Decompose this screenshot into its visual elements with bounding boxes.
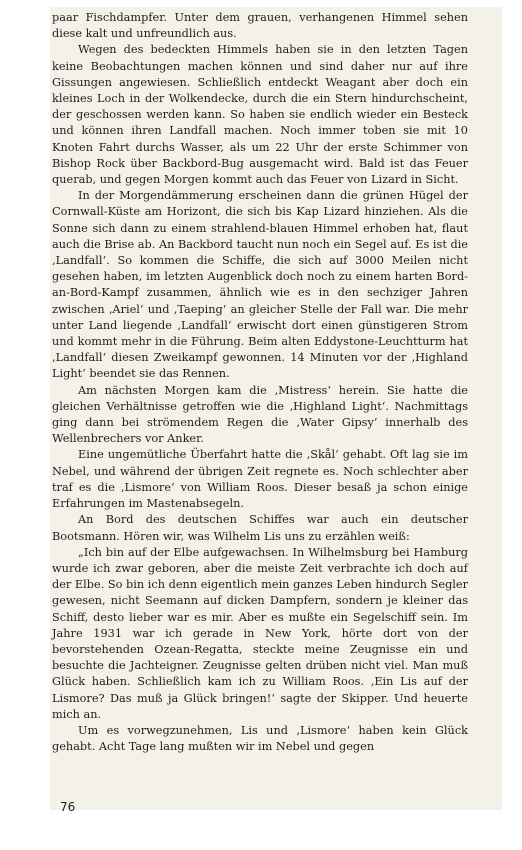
body-text — [52, 10, 468, 755]
paragraph: „Ich bin auf der Elbe aufgewachsen. In Wilhelmsburg bei Hamburg wurde ich zwar geboren, aber die meiste Zeit verbrachte ich doch auf der Elbe. So bin ich denn eigentlich mein ganzes Leben hindurch Segler gewesen, nicht Seemann auf dicken Dampfern, sondern je kleiner das Schiff, desto lieber war es mir. Aber es mußte ein Segelschiff sein. Im Jahre 1931 war ich gerade in New York, hörte dort von der bevorstehenden Ozean-Regatta, steckte meine Zeugnisse ein und besuchte die Jachteigner. Zeugnisse gelten drüben nicht viel. Man muß Glück haben. Schließlich kam ich zu William Roos. ‚Ein Lis auf der Lismore? Das muß ja Glück bringen!‘ sagte der Skipper. Und heuerte mich an. — [52, 545, 468, 721]
paragraph: Um es vorwegzunehmen, Lis und ‚Lismore‘ haben kein Glück gehabt. Acht Tage lang mußten wir im Nebel und gegen — [52, 723, 468, 754]
paragraph: An Bord des deutschen Schiffes war auch ein deutscher Bootsmann. Hören wir, was Wilhelm Lis uns zu erzählen weiß: — [52, 513, 468, 543]
paragraph: In der Morgendämmerung erscheinen dann die grünen Hügel der Cornwall-Küste am Horizont, die sich bis Kap Lizard hinziehen. Als die Sonne sich dann zu einem strahlend-blauen Himmel erhoben hat, flaut auch die Brise ab. An Backbord taucht nun noch ein Segel auf. Es ist die ‚Landfall‘. So kommen die Schiffe, die sich auf 3000 Meilen nicht gesehen haben, im letzten Augenblick doch noch zu einem harten Bord-an-Bord-Kampf zusammen, ähnlich wie es in den sechziger Jahren zwischen ‚Ariel‘ und ‚Taeping‘ an gleicher Stelle der Fall war. Die mehr unter Land liegende ‚Landfall‘ erwischt dort einen günstigeren Strom und kommt mehr in die Führung. Beim alten Eddystone-Leuchtturm hat ‚Landfall‘ diesen Zweikampf gewonnen. 14 Minuten vor der ‚Highland Light‘ beendet sie das Rennen. — [52, 189, 468, 381]
paragraph: Eine ungemütliche Überfahrt hatte die ‚Skål‘ gehabt. Oft lag sie im Nebel, und während der übrigen Zeit regnete es. Noch schlechter aber traf es die ‚Lismore‘ von William Roos. Dieser besaß ja schon einige Erfahrungen im Mastenabsegeln. — [52, 448, 468, 511]
paragraph: Am nächsten Morgen kam die ‚Mistress‘ herein. Sie hatte die gleichen Verhältnisse getroffen wie die ‚Highland Light‘. Nachmittags ging dann bei strömendem Regen die ‚Water Gipsy‘ innerhalb des Wellenbrechers vor Anker. — [52, 383, 468, 446]
page-number: 76 — [60, 800, 76, 814]
paragraph: paar Fischdampfer. Unter dem grauen, verhangenen Himmel sehen diese kalt und unfreundlich aus. — [52, 11, 468, 41]
paragraph: Wegen des bedeckten Himmels haben sie in den letzten Tagen keine Beobachtungen machen können und sind daher nur auf ihre Gissungen angewiesen. Schließlich entdeckt Weagant aber doch ein kleines Loch in der Wolkendecke, durch die ein Stern hindurchscheint, der geschossen werden kann. So haben sie endlich wieder ein Besteck und können ihren Landfall machen. Noch immer toben sie mit 10 Knoten Fahrt durchs Wasser, als um 22 Uhr der erste Schimmer von Bishop Rock über Backbord-Bug ausgemacht wird. Bald ist das Feuer querab, und gegen Morgen kommt auch das Feuer von Lizard in Sicht. — [52, 43, 468, 187]
